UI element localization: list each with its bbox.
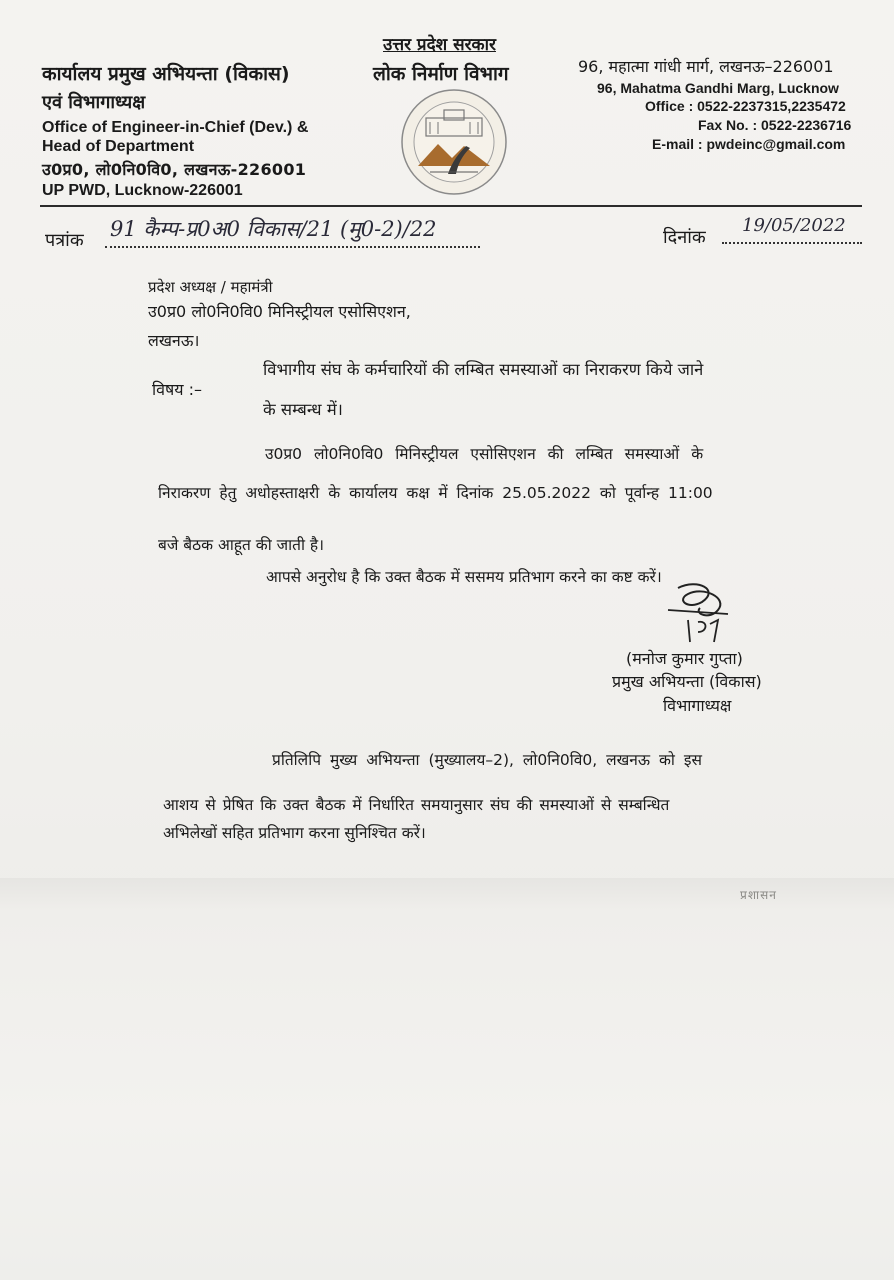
- office-phone: Office : 0522-2237315,2235472: [645, 98, 846, 114]
- subject-label: विषय :–: [152, 380, 203, 399]
- address-english: 96, Mahatma Gandhi Marg, Lucknow: [597, 80, 839, 96]
- office-title-hindi: कार्यालय प्रमुख अभियन्ता (विकास): [42, 63, 290, 85]
- lower-sheet: [0, 878, 894, 1280]
- handwritten-signature: [658, 580, 748, 650]
- subject-text: विभागीय संघ के कर्मचारियों की लम्बित समस्याओं का निराकरण किये जाने: [263, 360, 704, 379]
- signatory-department: विभागाध्यक्ष: [663, 696, 732, 715]
- addressee-line: लखनऊ।: [148, 331, 200, 350]
- dept-head-hindi: एवं विभागाध्यक्ष: [42, 92, 146, 113]
- reference-number: 91 कैम्प-प्र0अ0 विकास/21 (मु0-2)/22: [110, 217, 437, 241]
- faded-stamp: प्रशासन: [740, 888, 777, 902]
- fax-number: Fax No. : 0522-2236716: [698, 117, 852, 133]
- date-dotted-line: [722, 242, 862, 244]
- short-address-english: UP PWD, Lucknow-226001: [42, 182, 243, 199]
- pwd-seal-logo: [400, 88, 508, 196]
- reference-dotted-line: [105, 246, 480, 248]
- date-label: दिनांक: [663, 227, 706, 248]
- email-address: E-mail : pwdeinc@gmail.com: [652, 136, 846, 152]
- addressee-line: प्रदेश अध्यक्ष / महामंत्री: [148, 278, 273, 296]
- government-heading: उत्तर प्रदेश सरकार: [383, 35, 496, 55]
- header-divider: [40, 205, 862, 207]
- address-hindi: 96, महात्मा गांधी मार्ग, लखनऊ–226001: [578, 57, 834, 76]
- copy-line: अभिलेखों सहित प्रतिभाग करना सुनिश्चित करें।: [163, 824, 426, 842]
- reference-label: पत्रांक: [45, 230, 84, 251]
- office-title-english: Office of Engineer-in-Chief (Dev.) &: [42, 119, 309, 136]
- body-paragraph-line: उ0प्र0 लो0नि0वि0 मिनिस्ट्रीयल एसोसिएशन की लम्बित समस्याओं के: [265, 445, 704, 463]
- copy-line: प्रतिलिपि मुख्य अभियन्ता (मुख्यालय–2), लो0नि0वि0, लखनऊ को इस: [272, 751, 702, 769]
- date-value: 19/05/2022: [742, 215, 846, 236]
- body-paragraph-line: निराकरण हेतु अधोहस्ताक्षरी के कार्यालय कक्ष में दिनांक 25.05.2022 को पूर्वान्ह 11:00: [158, 484, 713, 502]
- short-address-hindi: उ0प्र0, लो0नि0वि0, लखनऊ-226001: [42, 160, 307, 179]
- addressee-line: उ0प्र0 लो0नि0वि0 मिनिस्ट्रीयल एसोसिएशन,: [148, 302, 411, 321]
- body-paragraph-line: बजे बैठक आहूत की जाती है।: [158, 536, 325, 554]
- copy-line: आशय से प्रेषित कि उक्त बैठक में निर्धारित समयानुसार संघ की समस्याओं से सम्बन्धित: [163, 796, 670, 814]
- request-line: आपसे अनुरोध है कि उक्त बैठक में ससमय प्रतिभाग करने का कष्ट करें।: [266, 568, 662, 586]
- subject-text: के सम्बन्ध में।: [263, 400, 343, 419]
- dept-head-english: Head of Department: [42, 138, 195, 155]
- department-heading: लोक निर्माण विभाग: [373, 63, 509, 85]
- signatory-designation: प्रमुख अभियन्ता (विकास): [612, 672, 762, 691]
- signatory-name: (मनोज कुमार गुप्ता): [626, 649, 743, 668]
